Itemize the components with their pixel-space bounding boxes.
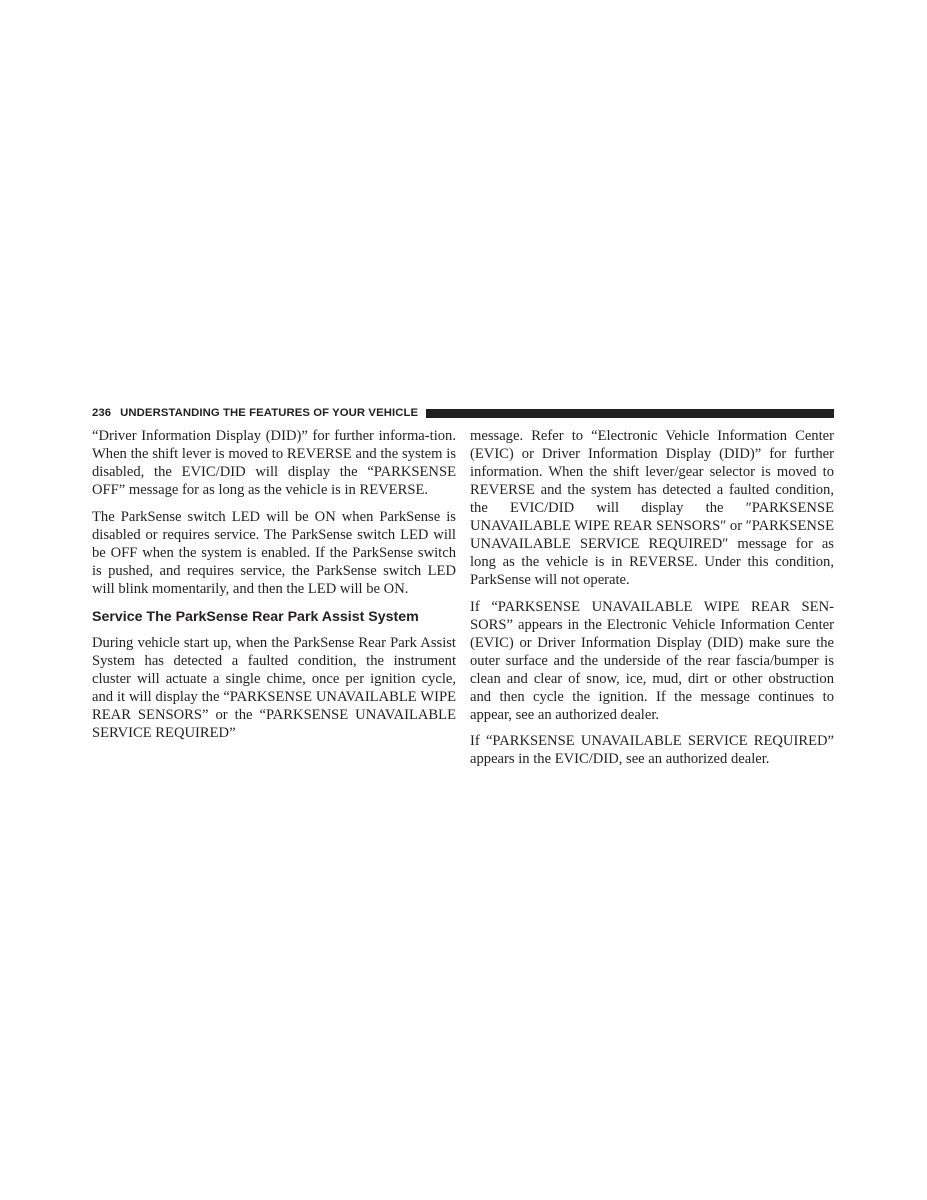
section-title: UNDERSTANDING THE FEATURES OF YOUR VEHICLE xyxy=(120,407,419,419)
header-rule xyxy=(426,409,834,418)
right-column xyxy=(470,427,834,777)
paragraph: If “PARKSENSE UNAVAILABLE WIPE REAR SEN-SORS” appears in the Electronic Vehicle Information Center (EVIC) or Driver Information Display (DID) make sure the outer surface and the underside of the rear fascia/bumper is clean and clear of snow, ice, mud, dirt or other obstruction and then cycle the ignition. If the message continues to appear, see an authorized dealer. xyxy=(470,598,834,723)
left-column xyxy=(92,427,456,751)
paragraph: If “PARKSENSE UNAVAILABLE SERVICE REQUIRED” appears in the EVIC/DID, see an authorized dealer. xyxy=(470,733,834,767)
paragraph: During vehicle start up, when the ParkSense Rear Park Assist System has detected a faulted condition, the instrument cluster will actuate a single chime, once per ignition cycle, and it will display the “PARKSENSE UNAVAILABLE WIPE REAR SENSORS” or the “PARKSENSE UNAVAILABLE SERVICE REQUIRED” xyxy=(92,635,456,741)
section-heading: Service The ParkSense Rear Park Assist System xyxy=(92,608,419,625)
paragraph: The ParkSense switch LED will be ON when ParkSense is disabled or requires service. The ParkSense switch LED will be OFF when the system is enabled. If the ParkSense switch is pushed, and requires service, the ParkSense switch LED will blink momentarily, and then the LED will be ON. xyxy=(92,508,456,597)
page-header xyxy=(92,405,834,421)
page-number: 236 xyxy=(92,407,112,419)
paragraph: “Driver Information Display (DID)” for further informa-tion. When the shift lever is moved to REVERSE and the system is disabled, the EVIC/DID will display the “PARKSENSE OFF” message for as long as the vehicle is in REVERSE. xyxy=(92,428,456,498)
paragraph: message. Refer to “Electronic Vehicle Information Center (EVIC) or Driver Information Display (DID)” for further information. When the shift lever/gear selector is moved to REVERSE and the system has detected a faulted condition, the EVIC/DID will display the ″PARKSENSE UNAVAILABLE WIPE REAR SENSORS″ or ″PARKSENSE UNAVAILABLE SERVICE REQUIRED″ message for as long as the vehicle is in REVERSE. Under this condition, ParkSense will not operate. xyxy=(470,428,834,588)
